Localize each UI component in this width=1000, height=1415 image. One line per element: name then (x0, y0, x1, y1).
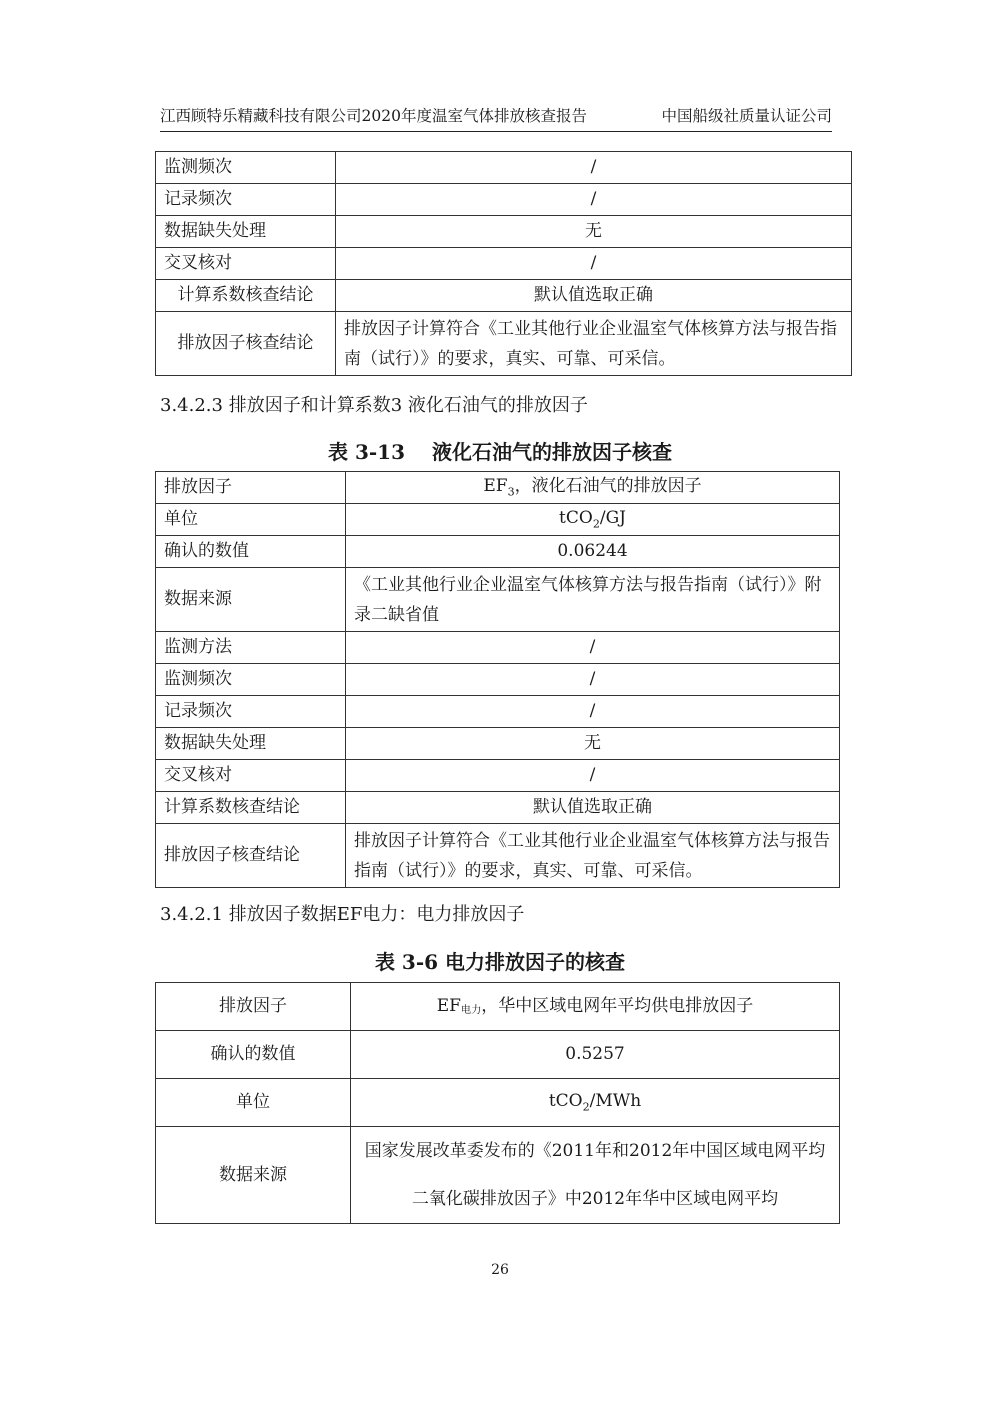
row-value: 排放因子计算符合《工业其他行业企业温室气体核算方法与报告指南（试行）》的要求，真实、可靠、可采信。 (346, 824, 840, 888)
row-label: 单位 (156, 1079, 351, 1127)
row-value: 排放因子计算符合《工业其他行业企业温室气体核算方法与报告指南（试行）》的要求，真实、可靠、可采信。 (336, 312, 852, 376)
row-label: 确认的数值 (156, 1031, 351, 1079)
row-value: 默认值选取正确 (336, 280, 852, 312)
row-value: / (336, 184, 852, 216)
row-label: 数据缺失处理 (156, 216, 336, 248)
row-label: 监测频次 (156, 664, 346, 696)
table-row (156, 280, 852, 312)
table-3-13 (155, 471, 840, 888)
row-label: 数据来源 (156, 1127, 351, 1224)
unit-subscript: 2 (592, 517, 600, 531)
row-label: 数据来源 (156, 568, 346, 632)
table-row (156, 983, 840, 1031)
table-row (156, 824, 840, 888)
row-label: 计算系数核查结论 (156, 280, 336, 312)
table-row (156, 152, 852, 184)
row-label: 交叉核对 (156, 248, 336, 280)
table-row (156, 568, 840, 632)
row-label: 单位 (156, 504, 346, 536)
row-value: 0.06244 (346, 536, 840, 568)
table-row (156, 1079, 840, 1127)
row-label: 排放因子 (156, 472, 346, 504)
row-value (351, 1079, 840, 1127)
unit-part: /GJ (599, 507, 626, 528)
table-row (156, 312, 852, 376)
table-caption-3-13: 表 3-13 液化石油气的排放因子核查 (328, 440, 672, 464)
ef-prefix: EF (436, 996, 461, 1017)
table-row (156, 536, 840, 568)
header-left-text: 江西顾特乐精藏科技有限公司2020年度温室气体排放核查报告 (160, 107, 587, 125)
row-label: 监测方法 (156, 632, 346, 664)
row-label: 计算系数核查结论 (156, 792, 346, 824)
section-heading-3-4-2-1: 3.4.2.1 排放因子数据EF电力：电力排放因子 (160, 904, 525, 925)
row-value: 无 (336, 216, 852, 248)
row-value: 无 (346, 728, 840, 760)
row-label: 确认的数值 (156, 536, 346, 568)
table-row (156, 792, 840, 824)
row-value (346, 472, 840, 504)
row-value: / (346, 696, 840, 728)
ef-subscript: 电力 (460, 1005, 482, 1017)
table-row (156, 632, 840, 664)
row-label: 排放因子核查结论 (156, 312, 336, 376)
table-row (156, 760, 840, 792)
row-value: 默认值选取正确 (346, 792, 840, 824)
table-row (156, 696, 840, 728)
row-value: / (346, 760, 840, 792)
table-row (156, 248, 852, 280)
ef-suffix: ，华中区域电网年平均供电排放因子 (481, 996, 754, 1017)
page-header (160, 104, 832, 132)
table-prev-continued (155, 151, 852, 376)
ef-subscript: 3 (507, 485, 515, 499)
ef-suffix: ，液化石油气的排放因子 (514, 475, 702, 496)
section-heading-3-4-2-3: 3.4.2.3 排放因子和计算系数3 液化石油气的排放因子 (160, 395, 588, 416)
table-row (156, 1031, 840, 1079)
row-value: 《工业其他行业企业温室气体核算方法与报告指南（试行）》附录二缺省值 (346, 568, 840, 632)
table-caption-3-6: 表 3-6 电力排放因子的核查 (374, 950, 626, 974)
row-value: / (346, 632, 840, 664)
row-value: / (346, 664, 840, 696)
table-row (156, 184, 852, 216)
row-value (351, 983, 840, 1031)
row-label: 记录频次 (156, 696, 346, 728)
row-value: 国家发展改革委发布的《2011年和2012年中国区域电网平均二氧化碳排放因子》中2012年华中区域电网平均 (351, 1127, 840, 1224)
unit-part: tCO (559, 507, 593, 528)
row-label: 记录频次 (156, 184, 336, 216)
header-right-text: 中国船级社质量认证公司 (661, 107, 832, 125)
row-value: / (336, 248, 852, 280)
row-label: 排放因子核查结论 (156, 824, 346, 888)
row-label: 排放因子 (156, 983, 351, 1031)
table-row (156, 504, 840, 536)
ef-prefix: EF (483, 475, 508, 496)
page-number: 26 (491, 1262, 509, 1278)
row-label: 数据缺失处理 (156, 728, 346, 760)
row-label: 交叉核对 (156, 760, 346, 792)
row-value (346, 504, 840, 536)
row-label: 监测频次 (156, 152, 336, 184)
row-value: 0.5257 (351, 1031, 840, 1079)
unit-subscript: 2 (582, 1100, 590, 1114)
unit-part: /MWh (589, 1090, 642, 1111)
table-row (156, 216, 852, 248)
table-3-6 (155, 982, 840, 1224)
table-row (156, 664, 840, 696)
unit-part: tCO (548, 1090, 583, 1111)
table-row (156, 1127, 840, 1224)
table-row (156, 728, 840, 760)
row-value: / (336, 152, 852, 184)
table-row (156, 472, 840, 504)
